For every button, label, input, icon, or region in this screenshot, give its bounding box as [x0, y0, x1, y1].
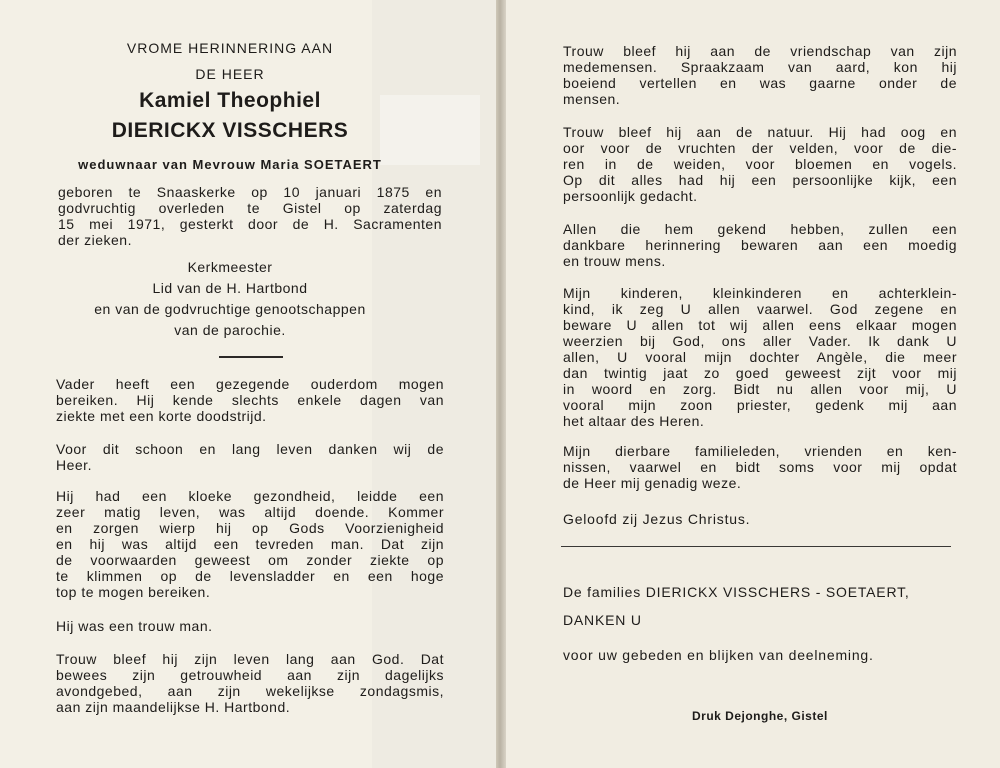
text-line: allen, U vooral mijn dochter Angèle, die meer: [563, 349, 957, 365]
heading-line1: VROME HERINNERING AAN: [126, 40, 334, 56]
text-line: top te mogen bereiken.: [56, 584, 211, 600]
text-line: weerzien bij God, ons aller Vader. Ik dank U: [563, 333, 957, 349]
text-line: ren in de weiden, voor bloemen en vogels.: [563, 156, 957, 172]
role-hartbond: Lid van de H. Hartbond: [152, 280, 308, 296]
text-line: zeer matig leven, was altijd doende. Kommer: [56, 504, 444, 520]
text-line: avondgebed, aan zijn wekelijkse zondagsmis,: [56, 683, 444, 699]
right-page: [506, 0, 1000, 768]
text-line: godvruchtig overleden te Gistel op zaterdag: [58, 200, 442, 216]
text-line: te klimmen op de levensladder en een hoge: [56, 568, 444, 584]
paragraph: [56, 488, 444, 600]
text-line: Mijn kinderen, kleinkinderen en achterklein-: [563, 285, 957, 301]
text-line: aan zijn maandelijkse H. Hartbond.: [56, 699, 291, 715]
paragraph: [563, 43, 957, 107]
paragraph: [563, 221, 957, 269]
text-line: dan twintig jaat zo goed geweest zijt voor mij: [563, 365, 957, 381]
text-line: Trouw bleef hij zijn leven lang aan God. Dat: [56, 651, 444, 667]
text-line: Voor dit schoon en lang leven danken wij de: [56, 441, 444, 457]
widower-line: weduwnaar van Mevrouw Maria SOETAERT: [78, 157, 382, 172]
text-line: der zieken.: [58, 232, 132, 248]
text-line: Vader heeft een gezegende ouderdom mogen: [56, 376, 444, 392]
text-line: nissen, vaarwel en bidt soms voor mij opdat: [563, 459, 957, 475]
text-line: bereiken. Hij kende slechts enkele dagen van: [56, 392, 444, 408]
text-line: bewees zijn getrouwheid aan zijn dagelijks: [56, 667, 444, 683]
paragraph: [563, 443, 957, 491]
text-line: de voorwaarden geweest om zonder ziekte op: [56, 552, 444, 568]
text-line: medemensen. Spraakzaam van aard, kon hij: [563, 59, 957, 75]
thanks-line: DANKEN U: [563, 612, 642, 628]
paragraph: [563, 124, 957, 204]
text-line: in woord en zorg. Bidt nu allen voor mij, U: [563, 381, 957, 397]
text-line: geboren te Snaaskerke op 10 januari 1875 en: [58, 184, 442, 200]
text-line: Mijn dierbare familieleden, vrienden en ken-: [563, 443, 957, 459]
text-line: het altaar des Heren.: [563, 413, 705, 429]
first-names: Kamiel Theophiel: [139, 89, 321, 112]
text-line: vooral mijn zoon priester, gedenk mij aan: [563, 397, 957, 413]
divider: [219, 356, 283, 358]
role-societies: en van de godvruchtige genootschappen: [94, 301, 366, 317]
families-line: De families DIERICKX VISSCHERS - SOETAERT,: [563, 584, 910, 600]
text-line: en trouw mens.: [563, 253, 666, 269]
text-line: ziekte met een korte doodstrijd.: [56, 408, 267, 424]
text-line: 15 mei 1971, gesterkt door de H. Sacramenten: [58, 216, 442, 232]
surname: DIERICKX VISSCHERS: [111, 119, 349, 142]
text-line: Op dit alles had hij een persoonlijke kijk, een: [563, 172, 957, 188]
paragraph: [56, 441, 444, 473]
text-line: Hij had een kloeke gezondheid, leidde een: [56, 488, 444, 504]
paragraph: [56, 651, 444, 715]
paragraph: [563, 285, 957, 429]
text-line: kind, ik zeg U allen vaarwel. God zegene en: [563, 301, 957, 317]
text-line: de Heer mij genadig weze.: [563, 475, 742, 491]
role-parish: van de parochie.: [174, 322, 286, 338]
text-line: persoonlijk gedacht.: [563, 188, 698, 204]
page-fold: [496, 0, 506, 768]
text-line: mensen.: [563, 91, 621, 107]
closing-prayer: Geloofd zij Jezus Christus.: [563, 511, 751, 527]
printer-credit: Druk Dejonghe, Gistel: [692, 709, 828, 723]
text-line: Trouw bleef hij aan de natuur. Hij had oog en: [563, 124, 957, 140]
text-line: dankbare herinnering bewaren aan een moedig: [563, 237, 957, 253]
text-line: Allen die hem gekend hebben, zullen een: [563, 221, 957, 237]
text-line: Heer.: [56, 457, 92, 473]
text-line: en hij was altijd een tevreden man. Dat zijn: [56, 536, 444, 552]
heading-line2: DE HEER: [195, 66, 265, 82]
text-line: oor voor de vruchten der velden, voor de die-: [563, 140, 957, 156]
divider: [561, 546, 951, 547]
birth-death-text: [58, 184, 442, 248]
text-line: en zorgen wierp hij op Gods Voorzienigheid: [56, 520, 444, 536]
left-page: [0, 0, 496, 768]
paragraph: [56, 618, 444, 634]
text-line: beware U allen tot wij allen eens elkaar mogen: [563, 317, 957, 333]
text-line: Hij was een trouw man.: [56, 618, 213, 634]
role-churchwarden: Kerkmeester: [187, 259, 273, 275]
text-line: boeiend vertellen en was gaarne onder de: [563, 75, 957, 91]
text-line: Trouw bleef hij aan de vriendschap van zijn: [563, 43, 957, 59]
paragraph: [56, 376, 444, 424]
thanks-reason: voor uw gebeden en blijken van deelneming.: [563, 647, 874, 663]
